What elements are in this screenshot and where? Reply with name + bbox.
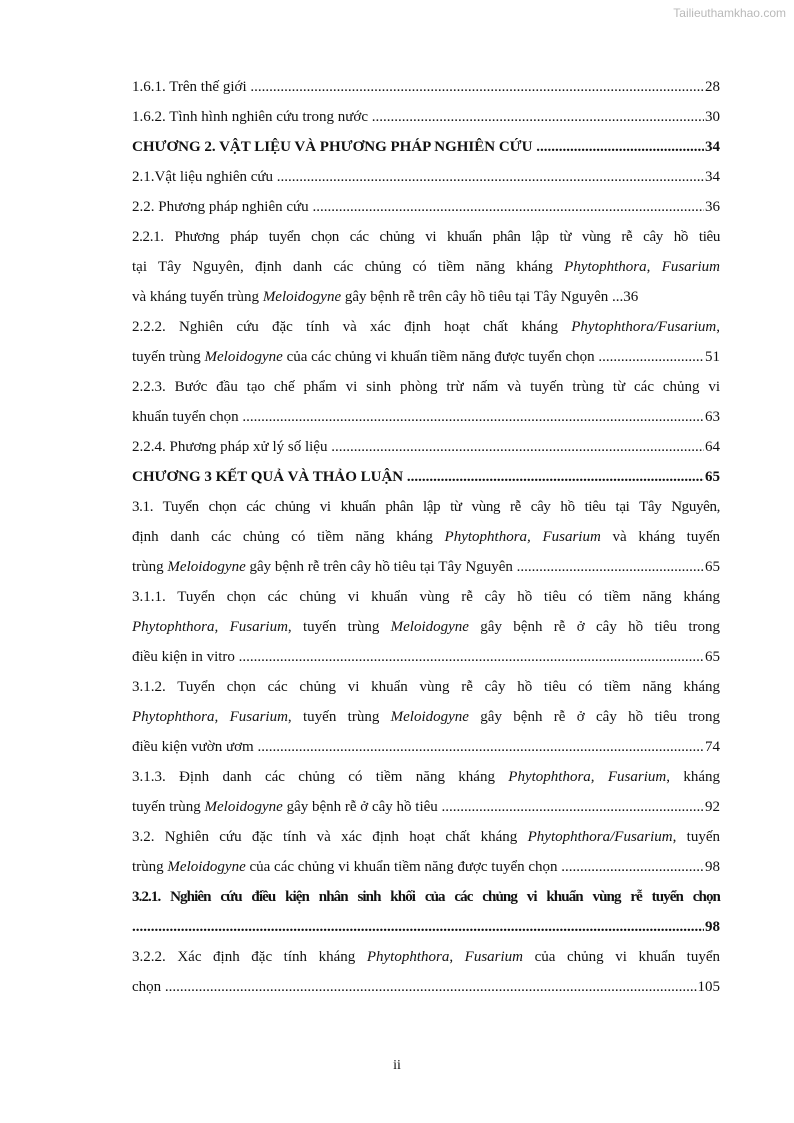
toc-text: trùng (132, 559, 168, 575)
toc-text-italic: Meloidogyne (167, 559, 246, 575)
toc-text: , tuyến (672, 829, 721, 845)
toc-text: 2.2.1. Phương pháp tuyển chọn các chủng vi khuẩn phân lập từ vùng rễ cây hồ tiêu (132, 229, 720, 245)
toc-text (132, 342, 704, 372)
toc-entry-3-1-3 (132, 762, 720, 822)
toc-chapter-3 (132, 462, 720, 492)
toc-entry-1-6-1 (132, 72, 720, 102)
toc-text: tuyến trùng (132, 799, 205, 815)
toc-text: 3.2.2. Xác định đặc tính kháng (132, 949, 367, 965)
toc-line (132, 402, 720, 432)
toc-text-italic: Phytophthora (366, 949, 450, 965)
toc-text: của các chủng vi khuẩn tiềm năng được tuyển chọn (245, 859, 558, 875)
toc-entry-page: 92 (704, 792, 720, 822)
toc-entry-3-2-2 (132, 942, 720, 1002)
toc-line (132, 342, 720, 372)
toc-chapter-2 (132, 132, 720, 162)
toc-line (132, 522, 720, 552)
toc-text-italic: Meloidogyne (262, 289, 342, 305)
toc-text: điều kiện in vitro ..... (132, 642, 704, 672)
toc-text: , (646, 259, 662, 275)
toc-text-italic: Phytophthora/Fusarium (571, 319, 717, 335)
toc-text: gây bệnh rễ trên cây hồ tiêu tại Tây Nguyên (341, 289, 613, 305)
toc-entry-title: 1.6.2. Tình hình nghiên cứu trong nước ..... (132, 102, 704, 132)
toc-text: tại Tây Nguyên, định danh các chủng có tiềm năng kháng (132, 259, 565, 275)
toc-text-italic: Meloidogyne (390, 709, 469, 725)
toc-text: trùng (132, 859, 168, 875)
toc-text: 3.2.1. Nghiên cứu điều kiện nhân sinh khối của các chủng vi khuẩn vùng rễ tuyển chọn (132, 889, 720, 905)
toc-entry-title: 2.2. Phương pháp nghiên cứu ..... (132, 192, 704, 222)
toc-text-italic: Fusarium (661, 259, 721, 275)
toc-text-italic: Phytophthora, Fusarium (444, 529, 601, 545)
toc-text: tuyến trùng (132, 349, 205, 365)
toc-text: và kháng tuyến (600, 529, 720, 545)
toc-entry-2-2-4 (132, 432, 720, 462)
toc-text: , (449, 949, 465, 965)
toc-text: gây bệnh rễ trên cây hồ tiêu tại Tây Nguyên (245, 559, 513, 575)
toc-text: 3.1.2. Tuyển chọn các chủng vi khuẩn vùng rễ cây hồ tiêu có tiềm năng kháng (132, 679, 720, 695)
toc-text: định danh các chủng có tiềm năng kháng (132, 529, 445, 545)
toc-text: điều kiện vườn ươm ..... (132, 732, 704, 762)
toc-line (132, 852, 720, 882)
toc-line (132, 792, 720, 822)
toc-text: 2.2.3. Bước đầu tạo chế phẩm vi sinh phòng trừ nấm và tuyến trùng từ các chủng vi (132, 379, 720, 395)
toc-entry-page: 65 (704, 552, 720, 582)
toc-line (132, 972, 720, 1002)
toc-text: gây bệnh rễ ở cây hồ tiêu (282, 799, 438, 815)
toc-text-italic: Phytophthora, Fusarium (132, 709, 288, 725)
toc-entry-title: CHƯƠNG 3 KẾT QUẢ VÀ THẢO LUẬN ..... (132, 462, 704, 492)
toc-entry-2-2-1 (132, 222, 720, 312)
toc-line (132, 912, 720, 942)
toc-line (132, 882, 720, 912)
toc-entry-page: 98 (704, 912, 720, 942)
toc-text (132, 852, 704, 882)
toc-entry-3-1 (132, 492, 720, 582)
toc-entry-page: 36 (704, 192, 720, 222)
toc-line (132, 762, 720, 792)
toc-entry-title: 2.1.Vật liệu nghiên cứu ..... (132, 162, 704, 192)
toc-entry-page: 28 (704, 72, 720, 102)
table-of-contents (132, 72, 720, 1002)
toc-text: của chủng vi khuẩn tuyển (523, 949, 721, 965)
toc-line (132, 552, 720, 582)
toc-line (132, 222, 720, 252)
toc-text-italic: Meloidogyne (204, 349, 283, 365)
toc-entry-page: 64 (704, 432, 720, 462)
toc-entry-3-2-1 (132, 882, 720, 942)
toc-entry-page: 34 (704, 162, 720, 192)
toc-text-italic: Phytophthora, Fusarium (508, 769, 667, 785)
toc-entry-page: 65 (704, 462, 720, 492)
toc-text: 3.1.3. Định danh các chủng có tiềm năng kháng (132, 769, 509, 785)
toc-text: , kháng (666, 769, 720, 785)
toc-line (132, 252, 720, 282)
toc-line (132, 612, 720, 642)
toc-entry-2-2-2 (132, 312, 720, 372)
toc-entry-page: 30 (704, 102, 720, 132)
toc-entry-page: 74 (704, 732, 720, 762)
toc-text (132, 912, 704, 942)
toc-text: chọn ..... (132, 972, 697, 1002)
toc-line (132, 582, 720, 612)
toc-text: 3.2. Nghiên cứu đặc tính và xác định hoạt chất kháng (132, 829, 528, 845)
toc-line (132, 702, 720, 732)
watermark: Tailieuthamkhao.com (673, 6, 786, 20)
toc-entry-1-6-2 (132, 102, 720, 132)
toc-text: gây bệnh rễ ở cây hồ tiêu trong (468, 619, 720, 635)
toc-entry-page: ...36 (612, 289, 639, 305)
toc-text-italic: Fusarium (464, 949, 523, 965)
toc-entry-page: 51 (704, 342, 720, 372)
toc-text: 3.1.1. Tuyển chọn các chủng vi khuẩn vùng rễ cây hồ tiêu có tiềm năng kháng (132, 589, 720, 605)
toc-text-italic: Meloidogyne (204, 799, 283, 815)
toc-text: của các chủng vi khuẩn tiềm năng được tuyển chọn (282, 349, 595, 365)
toc-text (132, 552, 704, 582)
toc-line (132, 282, 720, 312)
toc-line (132, 312, 720, 342)
toc-text: , (716, 319, 720, 335)
toc-entry-page: 98 (704, 852, 720, 882)
toc-entry-3-1-1 (132, 582, 720, 672)
toc-text-italic: Meloidogyne (390, 619, 469, 635)
toc-text: 2.2.2. Nghiên cứu đặc tính và xác định hoạt chất kháng (132, 319, 572, 335)
toc-text: , tuyến trùng (287, 619, 391, 635)
toc-entry-page: 105 (697, 972, 721, 1002)
toc-text (132, 792, 704, 822)
toc-entry-2-1 (132, 162, 720, 192)
toc-text-italic: Phytophthora, Fusarium (132, 619, 288, 635)
toc-text: , tuyến trùng (287, 709, 391, 725)
toc-line (132, 672, 720, 702)
toc-entry-3-1-2 (132, 672, 720, 762)
toc-text: khuẩn tuyển chọn ..... (132, 402, 704, 432)
toc-line (132, 942, 720, 972)
toc-entry-title: CHƯƠNG 2. VẬT LIỆU VÀ PHƯƠNG PHÁP NGHIÊN CỨU ..... (132, 132, 704, 162)
toc-text-italic: Phytophthora/Fusarium (527, 829, 673, 845)
toc-line (132, 732, 720, 762)
toc-entry-2-2 (132, 192, 720, 222)
toc-entry-page: 34 (704, 132, 720, 162)
toc-line (132, 642, 720, 672)
toc-text-italic: Phytophthora (564, 259, 647, 275)
toc-text: 3.1. Tuyển chọn các chủng vi khuẩn phân lập từ vùng rễ cây hồ tiêu tại Tây Nguyên, (132, 499, 720, 515)
toc-line (132, 372, 720, 402)
toc-entry-title: 1.6.1. Trên thế giới ..... (132, 72, 704, 102)
toc-line (132, 822, 720, 852)
toc-line (132, 492, 720, 522)
toc-entry-page: 65 (704, 642, 720, 672)
toc-text: gây bệnh rễ ở cây hồ tiêu trong (468, 709, 720, 725)
toc-entry-title: 2.2.4. Phương pháp xử lý số liệu ..... (132, 432, 704, 462)
toc-entry-2-2-3 (132, 372, 720, 432)
toc-entry-3-2 (132, 822, 720, 882)
toc-text: và kháng tuyến trùng (132, 289, 263, 305)
toc-text-italic: Meloidogyne (167, 859, 246, 875)
page-number: ii (393, 1058, 401, 1073)
toc-entry-page: 63 (704, 402, 720, 432)
